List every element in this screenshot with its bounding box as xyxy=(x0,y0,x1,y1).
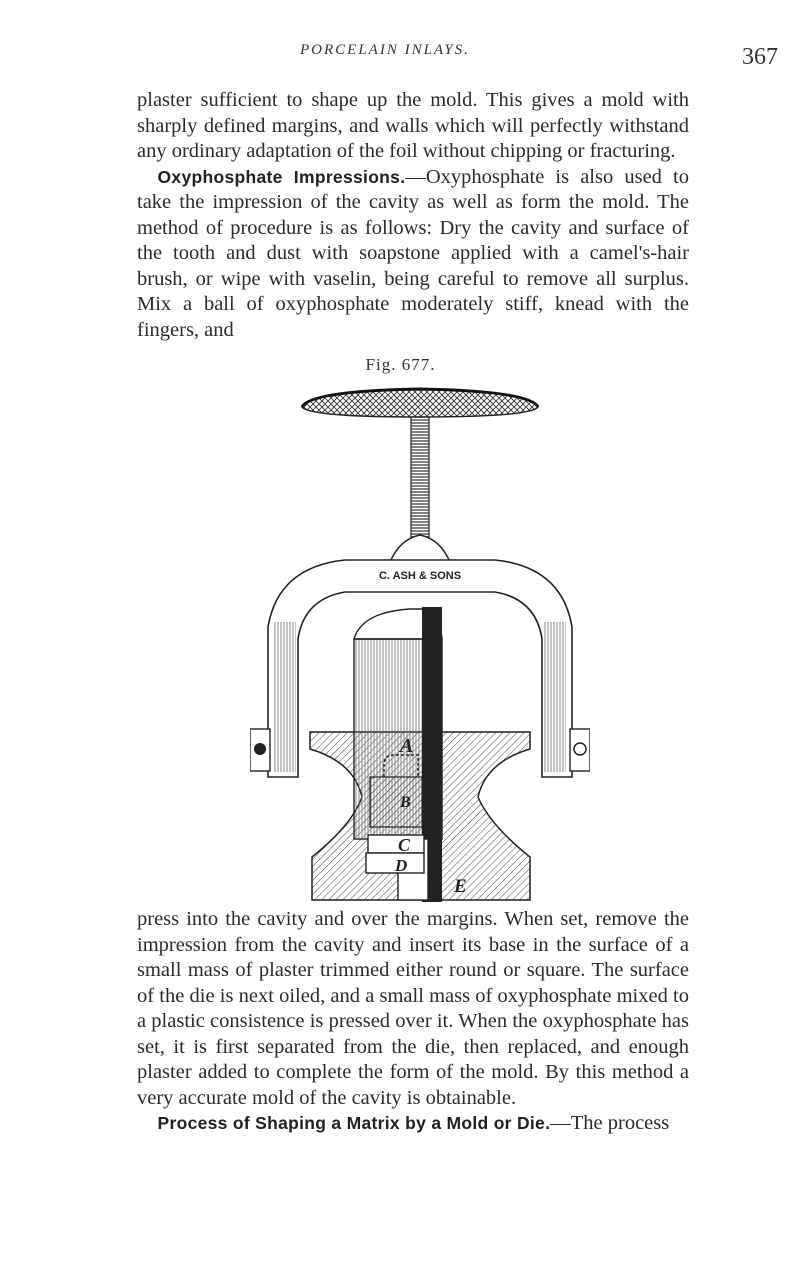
label-a: A xyxy=(400,735,414,757)
maker-mark: C. ASH & SONS xyxy=(378,570,462,582)
paragraph-top xyxy=(137,88,689,343)
press-drawing xyxy=(250,377,590,902)
running-title: PORCELAIN INLAYS. xyxy=(300,42,470,58)
figure-caption: Fig. 677. xyxy=(365,355,436,374)
matrix-process-body: —The process xyxy=(550,1112,670,1134)
paragraph-continuation: plaster sufficient to shape up the mold. This gives a mold with sharply defined margins, and walls which will perfectly withstand any ordinary adaptation of the foil without chipping or fracturing. xyxy=(137,89,689,162)
figure-press-illustration xyxy=(250,377,590,902)
matrix-c xyxy=(368,835,424,853)
page-number: 367 xyxy=(742,44,778,70)
label-d: D xyxy=(395,856,408,875)
oxyphosphate-body: —Oxyphosphate is also used to take the impression of the cavity as well as form the mold. The method of procedure is as follows: Dry the cavity and surface of the tooth and dust with soapstone applied with a camel's-hair brush, or wipe with vaselin, being careful to remove all surplus. Mix a ball of oxyphosphate moderately stiff, knead with the fingers, and xyxy=(137,165,689,341)
label-e: E xyxy=(454,876,467,897)
oxyphosphate-paragraph xyxy=(137,166,689,341)
paragraph-continuation-bottom: press into the cavity and over the margins. When set, remove the impression from the cavity and insert its base in the surface of a small mass of plaster trimmed either round or square. The surface of the die is next oiled, and a small mass of oxyphosphate mixed to a plastic consistence is pressed over it. When the oxyphosphate has set, it is first separated from the die, then replaced, and enough plaster added to complete the form of the mold. By this method a very accurate mold of the cavity is obtainable. xyxy=(137,908,689,1109)
matrix-b xyxy=(370,777,422,827)
oxyphosphate-heading: Oxyphosphate Impressions. xyxy=(157,166,406,187)
paragraph-bottom xyxy=(137,907,689,1137)
collar-nut xyxy=(390,535,450,562)
screw-shaft xyxy=(411,417,429,537)
label-b: B xyxy=(400,794,411,811)
label-c: C xyxy=(398,835,411,855)
matrix-process-heading: Process of Shaping a Matrix by a Mold or Die. xyxy=(157,1113,551,1133)
running-head xyxy=(0,42,801,72)
